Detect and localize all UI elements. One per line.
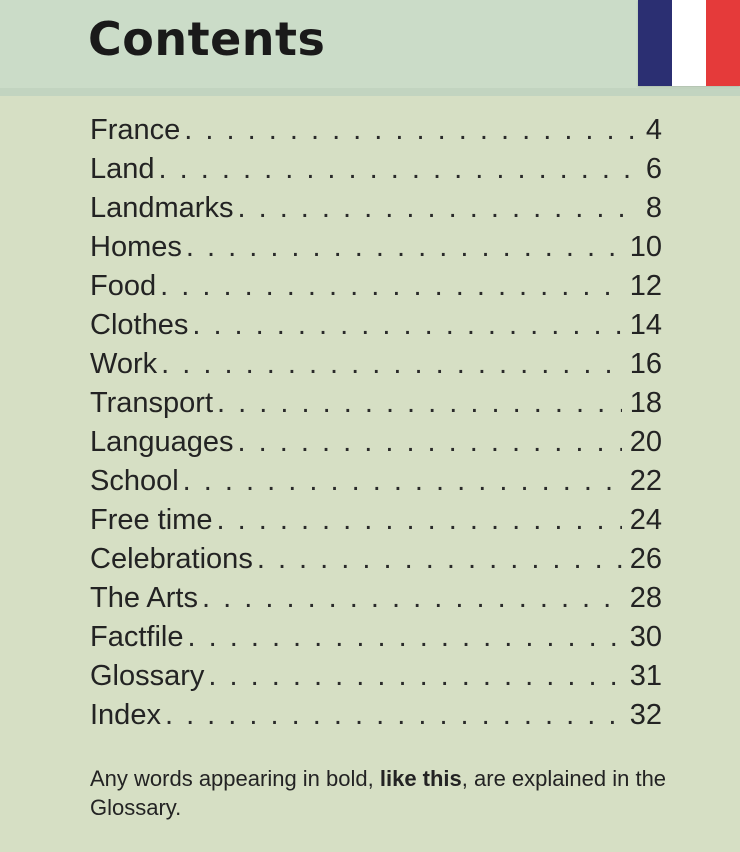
header-divider [0, 88, 740, 96]
toc-entry-page: 26 [629, 543, 662, 575]
toc-entry[interactable] [90, 153, 662, 192]
toc-entry[interactable] [90, 348, 662, 387]
toc-entry-page: 28 [629, 582, 662, 614]
toc-entry-page: 31 [629, 660, 662, 692]
flag-band-red [706, 0, 740, 86]
toc-entry-title: Celebrations [90, 543, 253, 575]
dot-leader [165, 699, 622, 732]
flag-band-white [672, 0, 706, 86]
toc-entry[interactable] [90, 699, 662, 738]
toc-entry-title: France [90, 114, 181, 146]
toc-entry-title: Transport [90, 387, 214, 419]
toc-entry-page: 16 [629, 348, 662, 380]
dot-leader [202, 582, 622, 615]
toc-entry-title: Food [90, 270, 157, 302]
toc-entry[interactable] [90, 387, 662, 426]
dot-leader [257, 543, 622, 576]
dot-leader [208, 660, 621, 693]
flag-band-blue [638, 0, 672, 86]
dot-leader [183, 465, 622, 498]
toc-entry[interactable] [90, 504, 662, 543]
toc-entry[interactable] [90, 465, 662, 504]
toc-entry-title: Homes [90, 231, 182, 263]
toc-entry-page: 14 [629, 309, 662, 341]
toc-entry-title: The Arts [90, 582, 198, 614]
toc-entry[interactable] [90, 582, 662, 621]
toc-entry-title: Glossary [90, 660, 205, 692]
dot-leader [184, 114, 638, 147]
toc-entry[interactable] [90, 192, 662, 231]
toc-entry-title: Land [90, 153, 155, 185]
toc-entry-title: School [90, 465, 179, 497]
toc-entry[interactable] [90, 270, 662, 309]
note-bold-example: like this [379, 766, 462, 791]
toc-entry-title: Landmarks [90, 192, 234, 224]
toc-entry-page: 8 [645, 192, 662, 224]
dot-leader [237, 192, 637, 225]
toc-entry[interactable] [90, 309, 662, 348]
note-text-start: Any words appearing in bold, [90, 766, 380, 791]
toc-entry-page: 32 [629, 699, 662, 731]
dot-leader [238, 426, 622, 459]
dot-leader [186, 231, 622, 264]
toc-entry-page: 20 [629, 426, 662, 458]
toc-entry-page: 10 [629, 231, 662, 263]
toc-entry-page: 22 [629, 465, 662, 497]
table-of-contents [90, 114, 662, 738]
note-text-end: , are explained in the Glossary. [90, 766, 667, 820]
toc-entry-title: Index [90, 699, 161, 731]
page-title: Contents [88, 12, 326, 66]
toc-entry-title: Languages [90, 426, 234, 458]
dot-leader [192, 309, 621, 342]
toc-entry[interactable] [90, 543, 662, 582]
toc-entry-page: 30 [629, 621, 662, 653]
toc-entry-page: 18 [629, 387, 662, 419]
dot-leader [160, 270, 622, 303]
dot-leader [217, 387, 622, 420]
toc-entry-title: Free time [90, 504, 213, 536]
toc-entry-title: Clothes [90, 309, 189, 341]
toc-entry-title: Factfile [90, 621, 184, 653]
toc-entry[interactable] [90, 231, 662, 270]
toc-entry-title: Work [90, 348, 158, 380]
dot-leader [187, 621, 621, 654]
toc-entry-page: 6 [645, 153, 662, 185]
toc-entry[interactable] [90, 660, 662, 699]
toc-entry-page: 12 [629, 270, 662, 302]
toc-entry[interactable] [90, 621, 662, 660]
toc-entry-page: 4 [645, 114, 662, 146]
dot-leader [159, 153, 638, 186]
french-flag-icon [638, 0, 740, 86]
toc-entry-page: 24 [629, 504, 662, 536]
glossary-note [90, 764, 670, 822]
dot-leader [216, 504, 621, 537]
dot-leader [161, 348, 622, 381]
toc-entry[interactable] [90, 426, 662, 465]
toc-entry[interactable] [90, 114, 662, 153]
